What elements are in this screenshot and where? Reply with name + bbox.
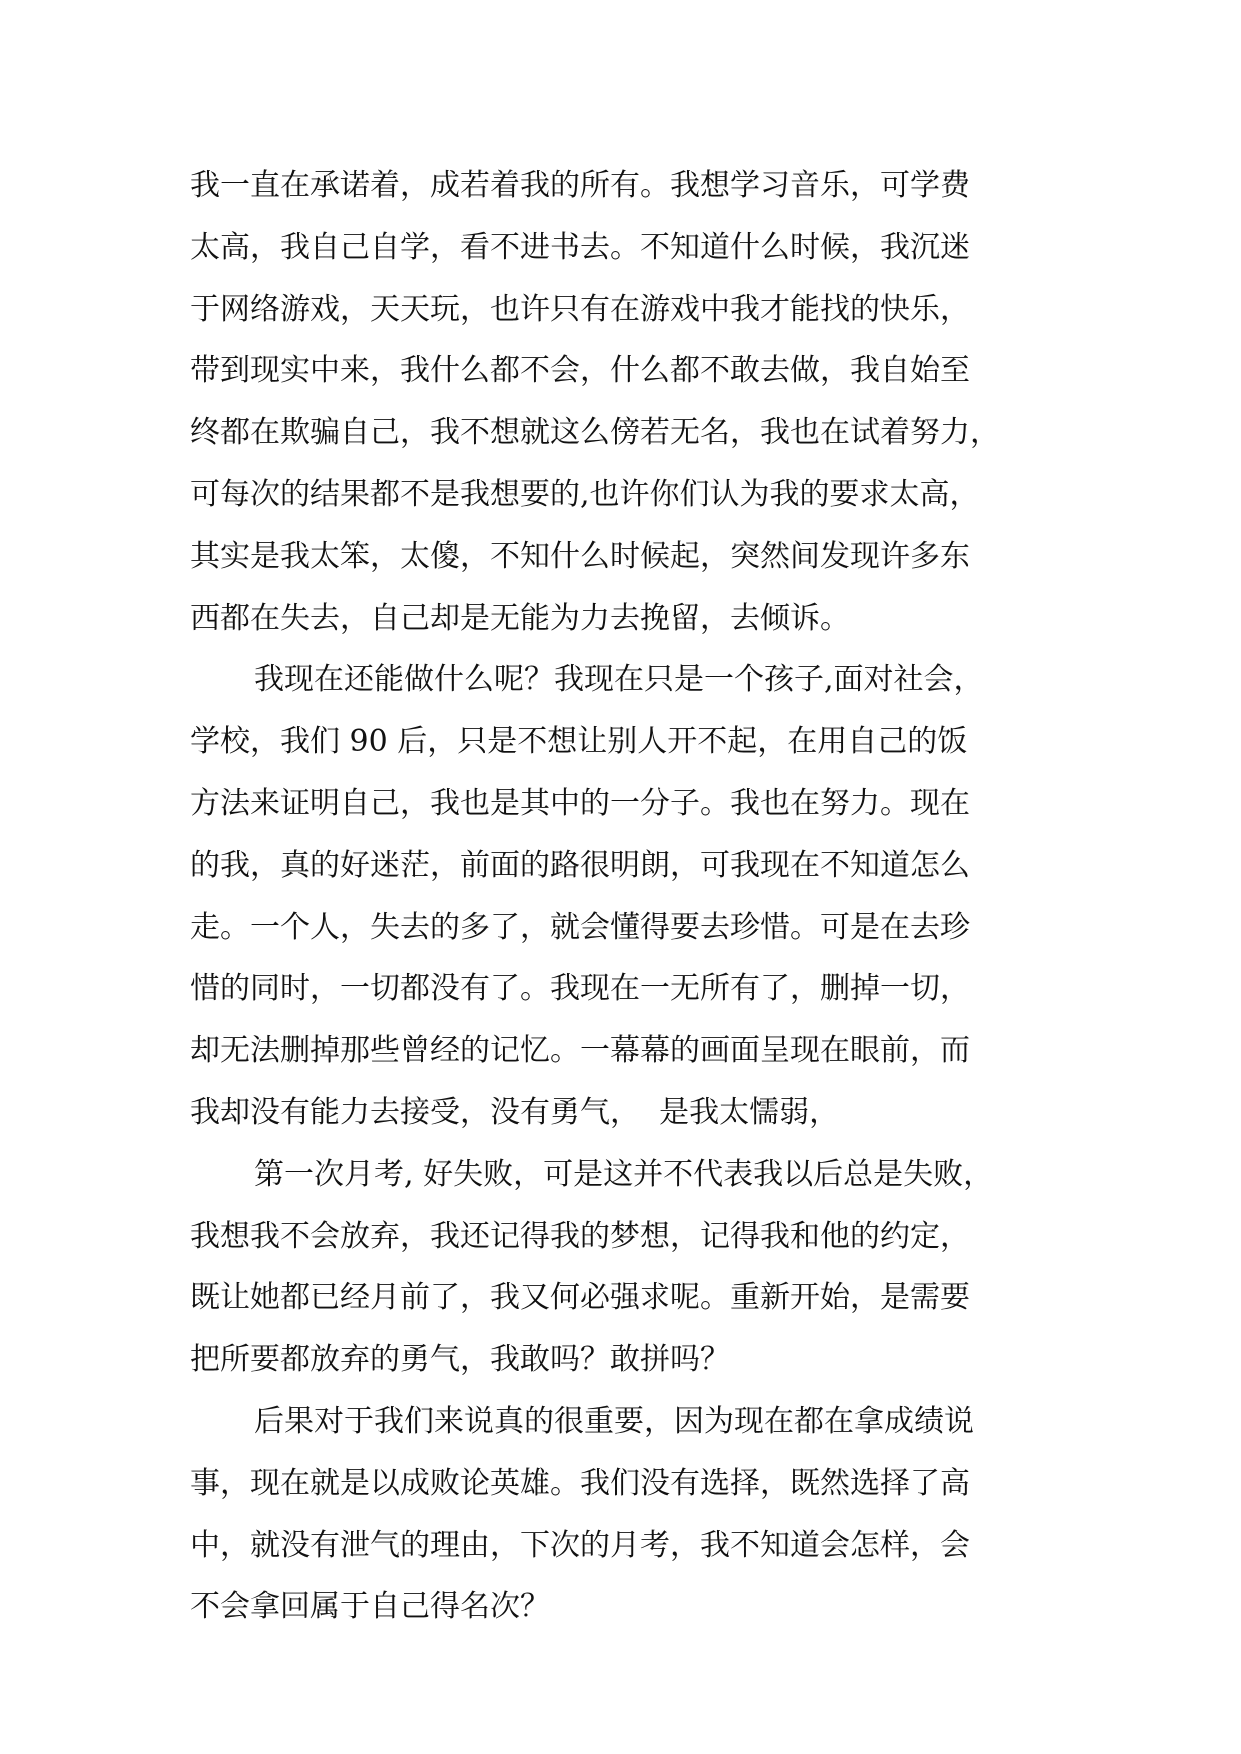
body-text [190, 155, 1070, 1638]
text-line: 的我，真的好迷茫，前面的路很明朗，可我现在不知道怎么 [190, 847, 970, 883]
text-line: 把所要都放弃的勇气，我敢吗？敢拼吗？ [190, 1342, 730, 1378]
text-line: 可每次的结果都不是我想要的,也许你们认为我的要求太高， [190, 476, 980, 512]
text-line: 于网络游戏，天天玩，也许只有在游戏中我才能找的快乐， [190, 291, 970, 327]
text-line: 终都在欺骗自己，我不想就这么傍若无名，我也在试着努力， [190, 415, 1000, 451]
text-line: 第一次月考, 好失败，可是这并不代表我以后总是失败， [254, 1156, 994, 1192]
text-line: 惜的同时，一切都没有了。我现在一无所有了，删掉一切， [190, 971, 970, 1007]
text-line: 太高，我自己自学，看不进书去。不知道什么时候，我沉迷 [190, 229, 970, 265]
paragraph [190, 155, 1070, 649]
text-line: 其实是我太笨，太傻，不知什么时候起，突然间发现许多东 [190, 538, 970, 574]
paragraph [190, 1144, 1070, 1391]
text-line: 我一直在承诺着，成若着我的所有。我想学习音乐，可学费 [190, 168, 970, 203]
text-line: 西都在失去，自己却是无能为力去挽留，去倾诉。 [190, 600, 850, 636]
paragraph [190, 649, 1070, 1143]
text-line: 带到现实中来，我什么都不会，什么都不敢去做，我自始至 [190, 353, 970, 389]
paragraph [190, 1391, 1070, 1638]
text-line: 我却没有能力去接受，没有勇气， 是我太懦弱， [190, 1094, 840, 1130]
text-line: 学校，我们 90 后，只是不想让别人开不起，在用自己的饭 [190, 724, 968, 760]
text-line: 不会拿回属于自己得名次？ [190, 1589, 550, 1625]
text-line: 后果对于我们来说真的很重要，因为现在都在拿成绩说 [254, 1403, 974, 1439]
text-line: 方法来证明自己，我也是其中的一分子。我也在努力。现在 [190, 785, 970, 821]
text-line: 事，现在就是以成败论英雄。我们没有选择，既然选择了高 [190, 1465, 970, 1501]
text-line: 既让她都已经月前了，我又何必强求呢。重新开始，是需要 [190, 1280, 970, 1316]
text-line: 却无法删掉那些曾经的记忆。一幕幕的画面呈现在眼前，而 [190, 1033, 970, 1069]
text-line: 走。一个人，失去的多了，就会懂得要去珍惜。可是在去珍 [190, 909, 970, 945]
text-line: 我现在还能做什么呢？我现在只是一个孩子,面对社会， [254, 662, 984, 698]
text-line: 中，就没有泄气的理由，下次的月考，我不知道会怎样，会 [190, 1527, 970, 1563]
text-line: 我想我不会放弃，我还记得我的梦想，记得我和他的约定， [190, 1218, 970, 1254]
